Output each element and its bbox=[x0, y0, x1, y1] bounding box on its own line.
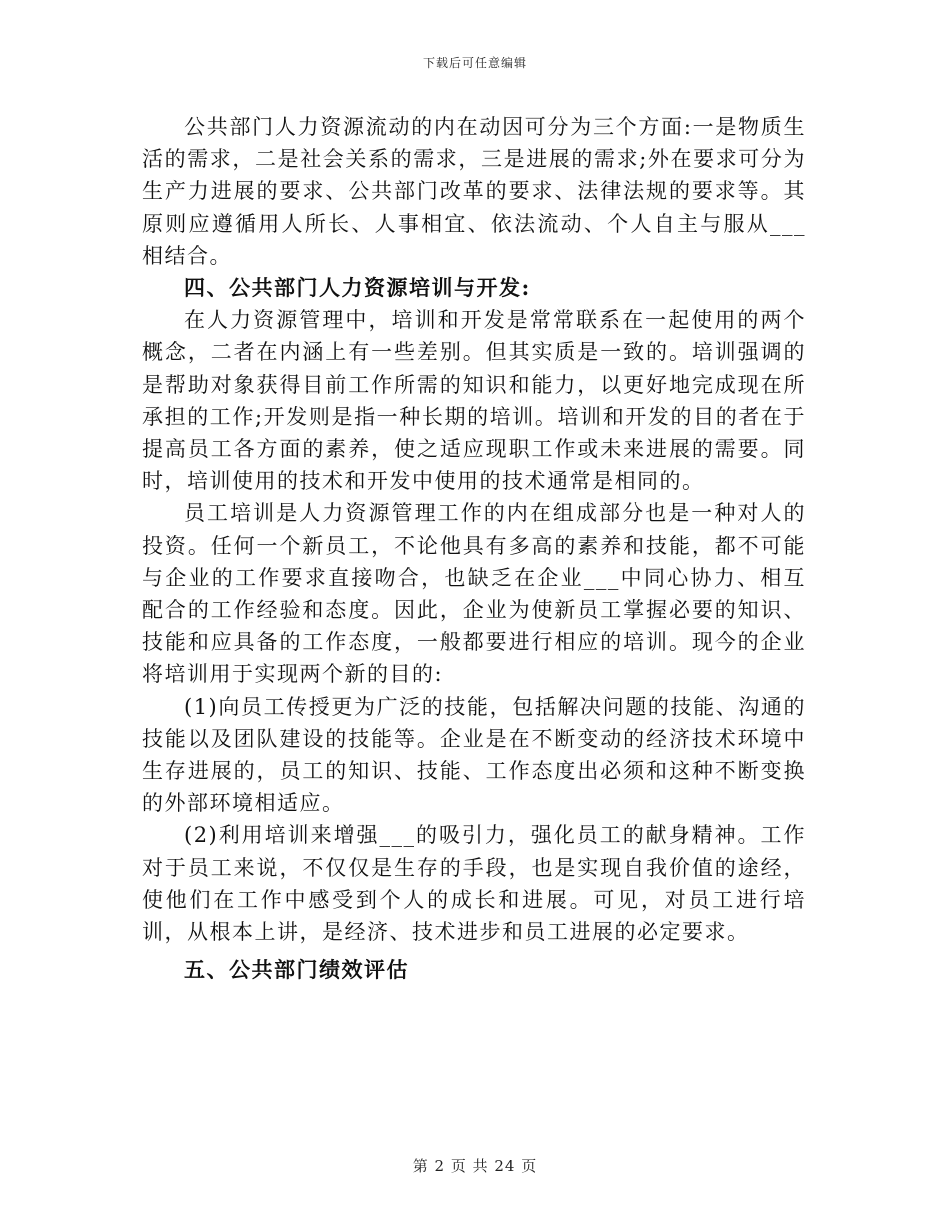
section-heading-performance: 五、公共部门绩效评估 bbox=[184, 957, 409, 983]
section-heading-training: 四、公共部门人力资源培训与开发: bbox=[184, 275, 531, 301]
paragraph-training-definition: 在人力资源管理中，培训和开发是常常联系在一起使用的两个概念，二者在内涵上有一些差别。但其实质是一致的。培训强调的是帮助对象获得目前工作所需的知识和能力，以更好地完成现在所承担的工作;开发则是指一种长期的培训。培训和开发的目的者在于提高员工各方面的素养，使之适应现职工作或未来进展的需要。同时，培训使用的技术和开发中使用的技术通常是相同的。 bbox=[142, 308, 806, 494]
page-header: 下载后可任意编辑 bbox=[422, 56, 527, 70]
paragraph-mobility-motives: 公共部门人力资源流动的内在动因可分为三个方面:一是物质生活的需求，二是社会关系的需求，三是进展的需求;外在要求可分为生产力进展的要求、公共部门改革的要求、法律法规的要求等。其原则应遵循用人所长、人事相宜、依法流动、个人自主与服从___相结合。 bbox=[142, 115, 806, 268]
paragraph-purpose-2: (2)利用培训来增强___的吸引力，强化员工的献身精神。工作对于员工来说，不仅仅是生存的手段，也是实现自我价值的途经，使他们在工作中感受到个人的成长和进展。可见，对员工进行培训，从根本上讲，是经济、技术进步和员工进展的必定要求。 bbox=[142, 823, 806, 945]
paragraph-employee-training: 员工培训是人力资源管理工作的内在组成部分也是一种对人的投资。任何一个新员工，不论他具有多高的素养和技能，都不可能与企业的工作要求直接吻合，也缺乏在企业___中同心协力、相互配合的工作经验和态度。因此，企业为使新员工掌握必要的知识、技能和应具备的工作态度，一般都要进行相应的培训。现今的企业将培训用于实现两个新的目的: bbox=[142, 501, 806, 687]
document-body bbox=[142, 111, 806, 986]
paragraph-purpose-1: (1)向员工传授更为广泛的技能，包括解决问题的技能、沟通的技能以及团队建设的技能等。企业是在不断变动的经济技术环境中生存进展的，员工的知识、技能、工作态度出必须和这种不断变换的外部环境相适应。 bbox=[142, 694, 806, 816]
page-footer: 第 2 页 共 24 页 bbox=[412, 1157, 538, 1175]
